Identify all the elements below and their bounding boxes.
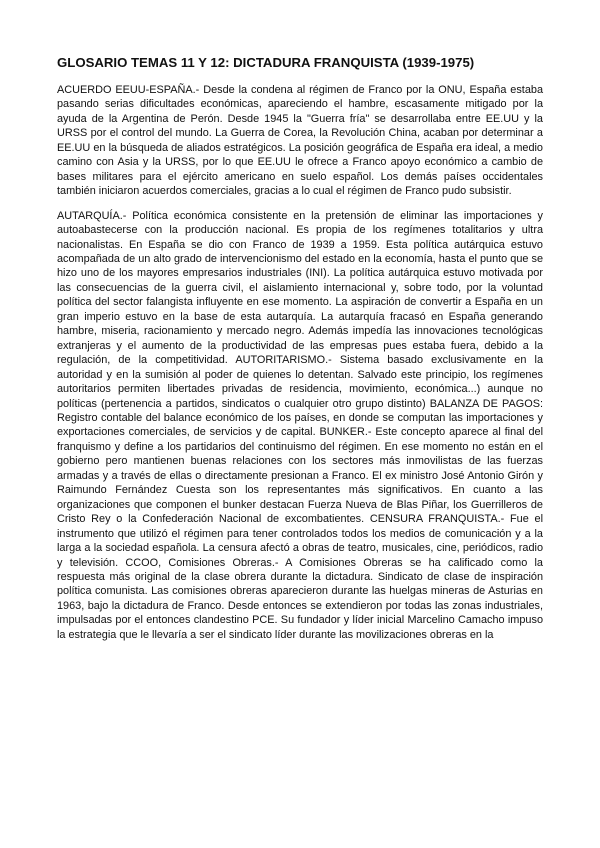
document-title: GLOSARIO TEMAS 11 Y 12: DICTADURA FRANQUISTA (1939-1975) <box>57 55 475 70</box>
paragraph-autarquia: AUTARQUÍA.- Política económica consistente en la pretensión de eliminar las importaciones y autoabastecerse con la producción nacional. Es propia de los regímenes totalitarios y ultra nacionalistas. En España se dio con Franco de 1939 a 1959. Esta política autárquica estuvo acompañada de un alto grado de intervencionismo del estado en la economía, hasta el punto que se hizo uno de los mayores empresarios industriales (INI). La política autárquica estuvo motivada por las consecuencias de la guerra civil, el aislamiento internacional y, sobre todo, por la voluntad política del sector falangista influyente en ese momento. La aspiración de convertir a España en un gran imperio estuvo en la base de esta autarquía. La autarquía fracasó en España generando hambre, miseria, racionamiento y mercado negro. Además impedía las innovaciones tecnológicas extranjeras y el aumento de la productividad de las empresas pues estaba fuera, debido a la regulación, de la competitividad. AUTORITARISMO.- Sistema basado exclusivamente en la autoridad y en la sumisión al poder de quienes lo detentan. Salvado este principio, los regímenes autoritarios permiten libertades privadas de residencia, movimiento, económica...) aunque no políticas (pertenencia a partidos, sindicatos o cualquier otro grupo distinto) BALANZA DE PAGOS: Registro contable del balance económico de los países, en donde se computan las importaciones y exportaciones comerciales, de servicios y de capital. BUNKER.- Este concepto aparece al final del franquismo y define a los partidarios del continuismo del régimen. En ese momento no están en el gobierno pero mantienen buenas relaciones con los sectores más inmovilistas de las fuerzas armadas y a través de ellas o directamente presionan a Franco. El ex ministro José Antonio Girón y Raimundo Fernández Cuesta son los representantes más significativos. En cuanto a las organizaciones que componen el bunker destacan Fuerza Nueva de Blas Piñar, los Guerrilleros de Cristo Rey o la Confederación Nacional de excombatientes. CENSURA FRANQUISTA.- Fue el instrumento que utilizó el régimen para tener controlados todos los medios de comunicación y a la larga a la sociedad española. La censura afectó a obras de teatro, musicales, cine, periódicos, radio y televisión. CCOO, Comisiones Obreras.- A Comisiones Obreras se ha calificado como la respuesta más original de la clase obrera durante la dictadura. Sindicato de clase de inspiración política comunista. Las comisiones obreras aparecieron durante las huelgas mineras de Asturias en 1963, bajo la dictadura de Franco. Desde entonces se extendieron por todas las zonas industriales, impulsadas por el entonces clandestino PCE. Su fundador y líder inicial Marcelino Camacho impuso la estrategia que le llevaría a ser el sindicato líder durante las movilizaciones obreras en la <box>57 209 543 641</box>
paragraph-acuerdo-eeuu-espana: ACUERDO EEUU-ESPAÑA.- Desde la condena al régimen de Franco por la ONU, España estaba pasando serias dificultades económicas, apareciendo el hambre, escasamente mitigado por la ayuda de la Argentina de Perón. Desde 1945 la "Guerra fría" se desarrollaba entre EE.UU y la URSS por el control del mundo. La Guerra de Corea, la Revolución China, acaban por determinar a EE.UU en la búsqueda de aliados estratégicos. La posición geográfica de España era ideal, a medio camino con Asia y la URSS, por lo que EE.UU le ofrece a Franco apoyo económico a cambio de bases militares para el ejército americano en suelo español. Los demás países occidentales también iniciaron acuerdos comerciales, gracias a lo cual el régimen de Franco pudo subsistir. <box>57 84 543 198</box>
document-page <box>57 54 543 642</box>
